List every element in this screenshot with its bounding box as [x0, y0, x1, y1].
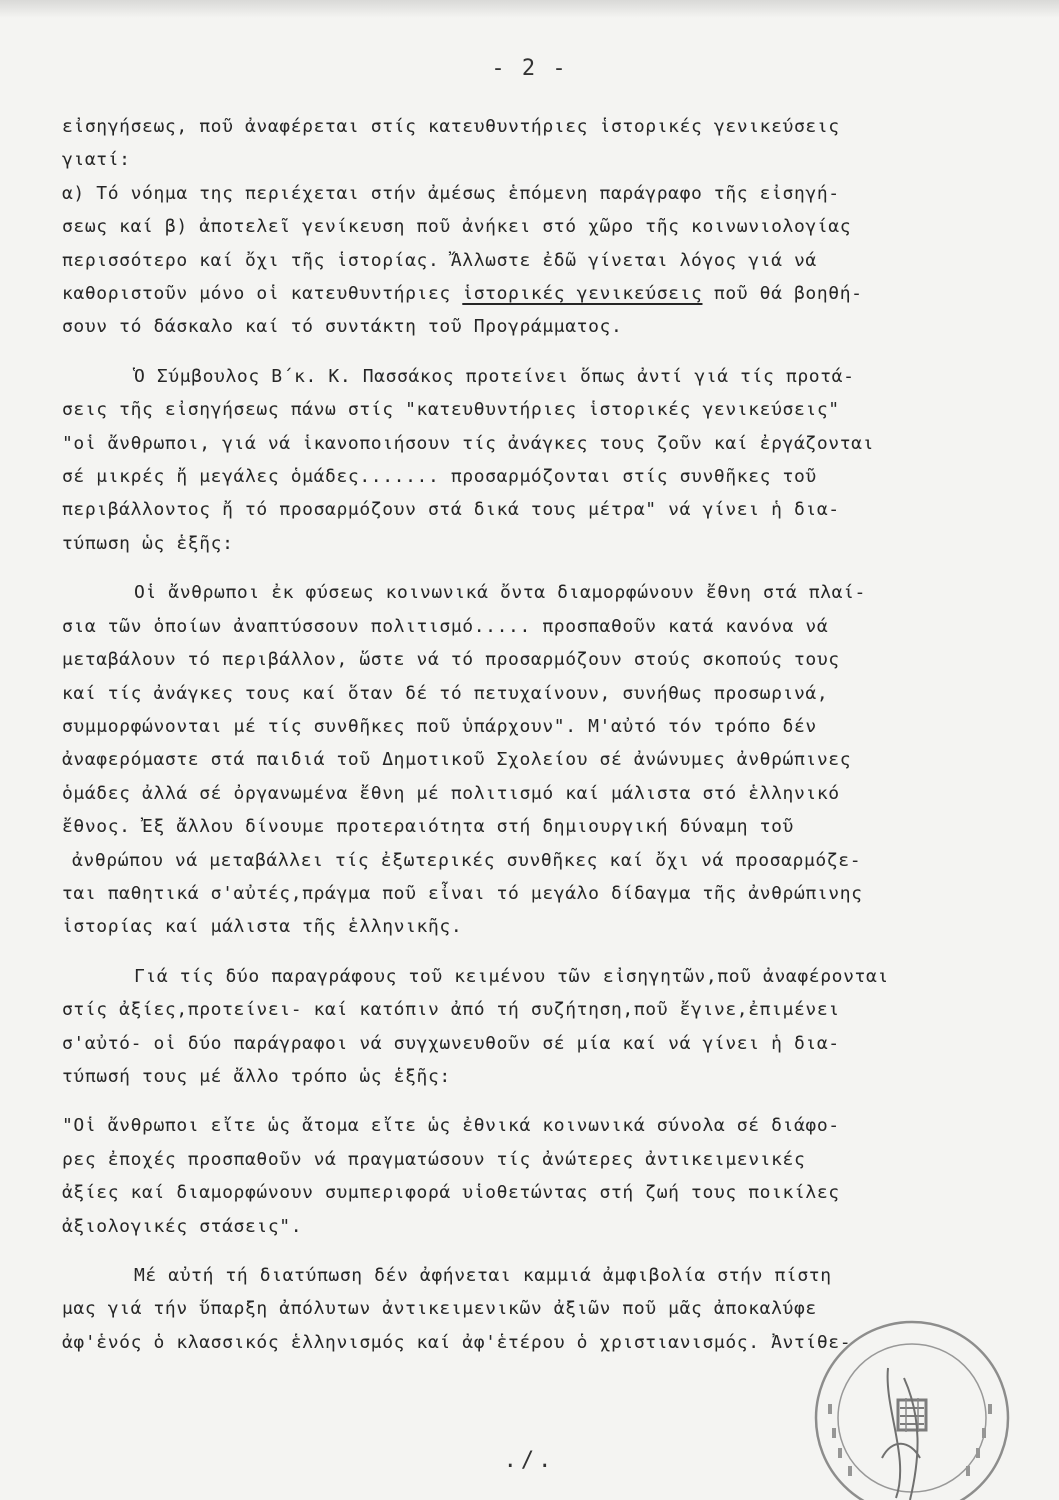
paragraph-5-quote	[62, 1109, 1037, 1243]
text-line: ἀξίες καί διαμορφώνουν συμπεριφορά υἱοθετώντας στή ζωή τους ποικίλες	[62, 1182, 840, 1204]
paragraph-gap	[62, 560, 1037, 576]
text-line: α) Τό νόημα της περιέχεται στήν ἀμέσως ἑπόμενη παράγραφο τῆς εἰσηγή-	[62, 182, 840, 204]
text-line: σ'αὐτό- οἱ δύο παράγραφοι νά συγχωνευθοῦν σέ μία καί νά γίνει ἡ δια-	[62, 1032, 840, 1054]
text-line: στίς ἀξίες,προτείνει- καί κατόπιν ἀπό τή συζήτηση,ποῦ ἔγινε,ἐπιμένει	[62, 999, 840, 1021]
text-line: καί τίς ἀνάγκες τους καί ὅταν δέ τό πετυχαίνουν, συνήθως προσωρινά,	[62, 682, 829, 704]
text-line: ἀνθρώπου νά μεταβάλλει τίς ἐξωτερικές συνθῆκες καί ὄχι νά προσαρμόζε-	[72, 849, 862, 871]
page-number: - 2 -	[491, 56, 568, 81]
text-line: "οἱ ἄνθρωποι, γιά νά ἱκανοποιήσουν τίς ἀνάγκες τους ζοῦν καί ἐργάζονται	[62, 432, 875, 454]
text-line: Ὁ Σύμβουλος Β΄κ. Κ. Πασσάκος προτείνει ὅπως ἀντί γιά τίς προτά-	[134, 365, 855, 387]
paragraph-gap	[62, 1243, 1037, 1259]
text-fragment: καθοριστοῦν μόνο οἱ κατευθυντήριες	[62, 283, 463, 305]
paragraph-2	[62, 360, 1037, 560]
text-line: τύπωσή τους μέ ἄλλο τρόπο ὡς ἑξῆς:	[62, 1065, 451, 1087]
text-line: "Οἱ ἄνθρωποι εἴτε ὡς ἄτομα εἴτε ὡς ἐθνικά κοινωνικά σύνολα σέ διάφο-	[62, 1115, 840, 1137]
text-line: ἔθνος. Ἐξ ἄλλου δίνουμε προτεραιότητα στή δημιουργική δύναμη τοῦ	[62, 816, 794, 838]
text-line: Μέ αὐτή τή διατύπωση δέν ἀφήνεται καμμιά ἀμφιβολία στήν πίστη	[134, 1265, 832, 1286]
text-line: ἀναφερόμαστε στά παιδιά τοῦ Δημοτικοῦ Σχολείου σέ ἀνώνυμες ἀνθρώπινες	[62, 749, 852, 771]
text-line: ὁμάδες ἀλλά σέ ὀργανωμένα ἔθνη μέ πολιτισμό καί μάλιστα στό ἑλληνικό	[62, 782, 840, 804]
continuation-mark: ./.	[503, 1448, 556, 1473]
paragraph-gap	[62, 344, 1037, 360]
paragraph-gap	[62, 944, 1037, 960]
paragraph-3	[62, 576, 1037, 943]
paragraph-1	[62, 110, 1037, 344]
text-line: εἰσηγήσεως, ποῦ ἀναφέρεται στίς κατευθυντήριες ἱστορικές γενικεύσεις	[62, 116, 840, 137]
text-line: σουν τό δάσκαλο καί τό συντάκτη τοῦ Προγράμματος.	[62, 316, 623, 338]
text-line: ρες ἐποχές προσπαθοῦν νά πραγματώσουν τίς ἀνώτερες ἀντικειμενικές	[62, 1148, 806, 1170]
text-line: μας γιά τήν ὕπαρξη ἀπόλυτων ἀντικειμενικῶν ἀξιῶν ποῦ μᾶς ἀποκαλύφε	[62, 1298, 817, 1320]
paragraph-gap	[62, 1093, 1037, 1109]
text-line: γιατί:	[62, 149, 131, 171]
text-line: Οἱ ἄνθρωποι ἐκ φύσεως κοινωνικά ὄντα διαμορφώνουν ἔθνη στά πλαί-	[134, 582, 866, 604]
page-top-shadow	[0, 0, 1059, 18]
text-line: ἱστορίας καί μάλιστα τῆς ἑλληνικῆς.	[62, 916, 463, 938]
text-line: περισσότερο καί ὄχι τῆς ἱστορίας. Ἄλλωστε ἐδῶ γίνεται λόγος γιά νά	[62, 249, 817, 271]
text-line: συμμορφώνονται μέ τίς συνθῆκες ποῦ ὑπάρχουν". Μ'αὐτό τόν τρόπο δέν	[62, 715, 817, 737]
text-line-with-underline	[62, 277, 1037, 310]
paragraph-4	[62, 960, 1037, 1094]
stamp-outer-ring	[816, 1322, 1008, 1500]
underlined-phrase: ἱστορικές γενικεύσεις	[462, 283, 703, 305]
text-line: ται παθητικά σ'αὐτές,πράγμα ποῦ εἶναι τό μεγάλο δίδαγμα τῆς ἀνθρώπινης	[62, 882, 863, 904]
text-fragment: ποῦ θά βοηθή-	[702, 283, 863, 305]
signature-scribble	[882, 1368, 920, 1500]
document-body	[62, 110, 1037, 1359]
text-line: Γιά τίς δύο παραγράφους τοῦ κειμένου τῶν εἰσηγητῶν,ποῦ ἀναφέρονται	[134, 965, 889, 987]
text-line: σέ μικρές ἤ μεγάλες ὁμάδες....... προσαρμόζονται στίς συνθῆκες τοῦ	[62, 466, 817, 488]
text-line: περιβάλλοντος ἤ τό προσαρμόζουν στά δικά τους μέτρα" νά γίνει ἡ δια-	[62, 499, 840, 521]
text-line: μεταβάλουν τό περιβάλλον, ὥστε νά τό προσαρμόζουν στούς σκοπούς τους	[62, 649, 840, 671]
text-line: σια τῶν ὁποίων ἀναπτύσσουν πολιτισμό..... προσπαθοῦν κατά κανόνα νά	[62, 615, 829, 637]
text-line: σεις τῆς εἰσηγήσεως πάνω στίς "κατευθυντήριες ἱστορικές γενικεύσεις"	[62, 399, 840, 421]
text-line: τύπωση ὡς ἑξῆς:	[62, 532, 234, 554]
text-line: σεως καί β) ἀποτελεῖ γενίκευση ποῦ ἀνήκει στό χῶρο τῆς κοινωνιολογίας	[62, 216, 852, 238]
text-line: ἀξιολογικές στάσεις".	[62, 1215, 303, 1237]
text-line: ἀφ'ἑνός ὁ κλασσικός ἑλληνισμός καί ἀφ'ἑτέρου ὁ χριστιανισμός. Ἀντίθε-	[62, 1331, 852, 1353]
